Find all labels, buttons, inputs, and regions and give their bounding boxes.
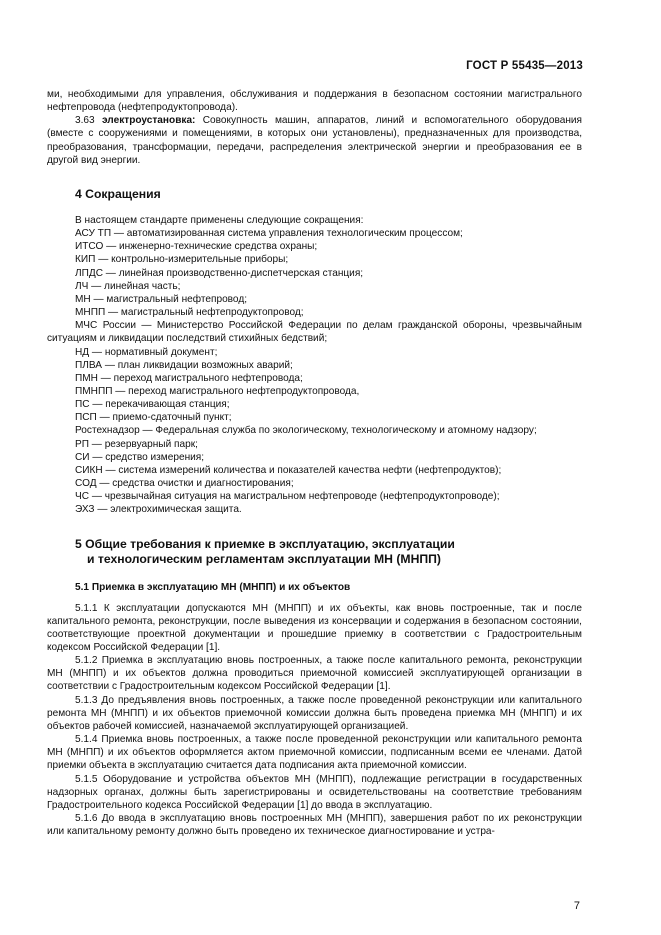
- list-item: МН — магистральный нефтепровод;: [75, 293, 248, 305]
- section-5-title-line2: и технологическим регламентам эксплуатации МН (МНПП): [87, 551, 441, 566]
- clause-5-1-6: 5.1.6 До ввода в эксплуатацию вновь построенных МН (МНПП), завершения работ по их реконструкции или капитальному ремонту должно быть проведено их техническое диагностирование и устра-: [47, 813, 582, 838]
- definition-term: электроустановка:: [101, 115, 196, 127]
- list-item: ПС — перекачивающая станция;: [75, 399, 230, 411]
- list-item: МЧС России — Министерство Российской Федерации по делам гражданской обороны, чрезвычайным ситуациям и ликвидации последствий стихийных бедствий;: [47, 320, 582, 345]
- clause-5-1-4: 5.1.4 Приемка вновь построенных, а также после проведенной реконструкции или капитального ремонта МН (МНПП) и их объектов оформляется актом приемочной комиссии, подписанным всеми ее членами. Датой приемки объекта в эксплуатацию считается дата подписания акта приемочной комиссии.: [47, 734, 582, 772]
- continued-paragraph: ми, необходимыми для управления, обслуживания и поддержания в безопасном состоянии магистрального нефтепровода (нефтепродуктопровода).: [47, 89, 582, 114]
- section-5-title-line1: 5 Общие требования к приемке в эксплуатацию, эксплуатации: [75, 536, 455, 551]
- clause-5-1-1: 5.1.1 К эксплуатации допускаются МН (МНПП) и их объекты, как вновь построенные, так и после капитального ремонта, реконструкции, после выведения из консервации и содержания в безопасном состоянии, соответствующие проектной документации и прошедшие приемку в соответствии с Градостроительным кодексом Российской Федерации [1].: [47, 602, 582, 653]
- clause-5-1-3: 5.1.3 До предъявления вновь построенных, а также после проведенной реконструкции или капитального ремонта МН (МНПП) и их объектов приемочной комиссии должна быть проведена приемка МН (МНПП) и их объектов рабочей комиссией, назначаемой эксплуатирующей организацией.: [47, 694, 582, 732]
- list-item: СИКН — система измерений количества и показателей качества нефти (нефтепродуктов);: [75, 464, 502, 476]
- definition-text: Совокупность машин, аппаратов, линий и вспомогательного оборудования (вместе с сооружениями и помещениями, в которых они установлены), предназначенных для производства, преобразования, трансформации, передачи, распределения электрической энергии и преобразования ее в другой вид энергии.: [47, 115, 582, 166]
- list-item: ПСП — приемо-сдаточный пункт;: [75, 412, 232, 424]
- list-item: МНПП — магистральный нефтепродуктопровод;: [75, 307, 304, 319]
- list-item: ИТСО — инженерно-технические средства охраны;: [75, 241, 318, 253]
- list-item: КИП — контрольно-измерительные приборы;: [75, 254, 289, 266]
- clause-5-1-2: 5.1.2 Приемка в эксплуатацию вновь построенных, а также после капитального ремонта, реконструкции МН (МНПП) и их объектов должна проводиться приемочной комиссией эксплуатирующей организации в соответствии с Градостроительным кодексом Российской Федерации [1].: [47, 655, 582, 693]
- list-item: ЭХЗ — электрохимическая защита.: [75, 504, 242, 516]
- list-item: ЛЧ — линейная часть;: [75, 280, 181, 292]
- list-item: ПМН — переход магистрального нефтепровода;: [75, 372, 303, 384]
- section-4-title: 4 Сокращения: [75, 186, 161, 201]
- list-item: СОД — средства очистки и диагностирования;: [75, 478, 294, 490]
- page-content: [47, 88, 582, 838]
- definition-number: 3.63: [75, 115, 95, 127]
- abbreviation-list: [47, 227, 582, 516]
- list-item: АСУ ТП — автоматизированная система управления технологическим процессом;: [75, 228, 463, 240]
- list-item: ЛПДС — линейная производственно-диспетчерская станция;: [75, 267, 364, 279]
- list-item: СИ — средство измерения;: [75, 451, 205, 463]
- list-item: Ростехнадзор — Федеральная служба по экологическому, технологическому и атомному надзору;: [75, 425, 537, 437]
- list-item: ПЛВА — план ликвидации возможных аварий;: [75, 359, 293, 371]
- list-item: РП — резервуарный парк;: [75, 438, 198, 450]
- subsection-5-1-title: 5.1 Приемка в эксплуатацию МН (МНПП) и их объектов: [75, 581, 351, 593]
- abbreviations-lead: В настоящем стандарте применены следующие сокращения:: [75, 214, 364, 226]
- definition-paragraph: [47, 114, 582, 167]
- list-item: НД — нормативный документ;: [75, 346, 218, 358]
- list-item: ПМНПП — переход магистрального нефтепродуктопровода,: [75, 385, 360, 397]
- section-5-title: [47, 537, 582, 567]
- document-id-header: ГОСТ Р 55435—2013: [466, 60, 583, 72]
- clause-5-1-5: 5.1.5 Оборудование и устройства объектов МН (МНПП), подлежащие регистрации в государственных надзорных органах, должны быть зарегистрированы и освидетельствованы на соответствие требованиям Градостроительного кодекса Российской Федерации [1] до ввода в эксплуатацию.: [47, 773, 582, 811]
- page-number: 7: [573, 900, 580, 912]
- list-item: ЧС — чрезвычайная ситуация на магистральном нефтепроводе (нефтепродуктопроводе);: [75, 491, 500, 503]
